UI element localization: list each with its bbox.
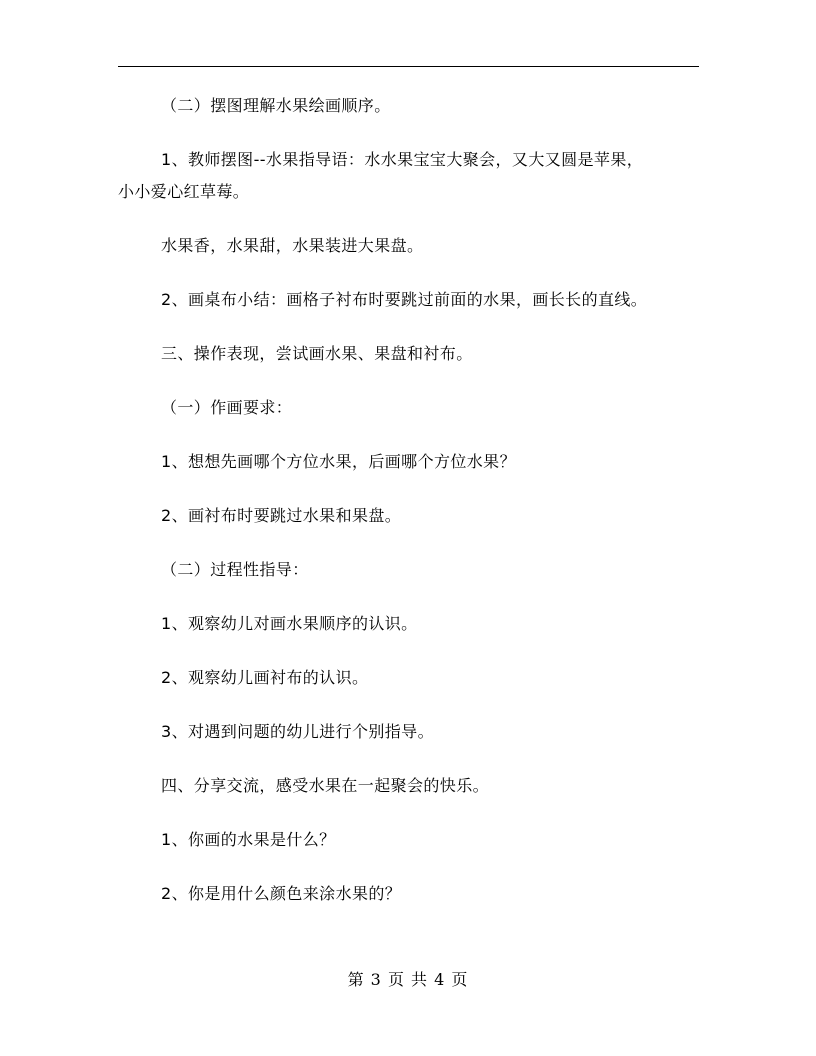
header-rule [118,66,699,67]
document-body [118,90,702,932]
section-heading: 三、操作表现，尝试画水果、果盘和衬布。 [161,344,473,363]
paragraph: 1、你画的水果是什么？ [161,830,336,849]
paragraph: 2、你是用什么颜色来涂水果的？ [161,884,402,903]
paragraph: 3、对遇到问题的幼儿进行个别指导。 [161,722,434,741]
paragraph: 2、观察幼儿画衬布的认识。 [161,668,369,687]
paragraph: 水果香，水果甜，水果装进大果盘。 [161,236,424,255]
paragraph: （二）摆图理解水果绘画顺序。 [161,96,391,115]
paragraph: 2、画桌布小结：画格子衬布时要跳过前面的水果，画长长的直线。 [161,290,648,309]
paragraph-continuation: 小小爱心红草莓。 [118,182,250,201]
paragraph: 1、想想先画哪个方位水果，后画哪个方位水果？ [161,452,516,471]
section-heading: 四、分享交流，感受水果在一起聚会的快乐。 [161,776,490,795]
paragraph: （一）作画要求： [161,398,293,417]
paragraph: 2、画衬布时要跳过水果和果盘。 [161,506,402,525]
page-number: 第 3 页 共 4 页 [347,970,469,989]
paragraph: 1、观察幼儿对画水果顺序的认识。 [161,614,418,633]
paragraph: 1、教师摆图--水果指导语：水水果宝宝大聚会，又大又圆是苹果， [161,150,644,169]
paragraph: （二）过程性指导： [161,560,309,579]
